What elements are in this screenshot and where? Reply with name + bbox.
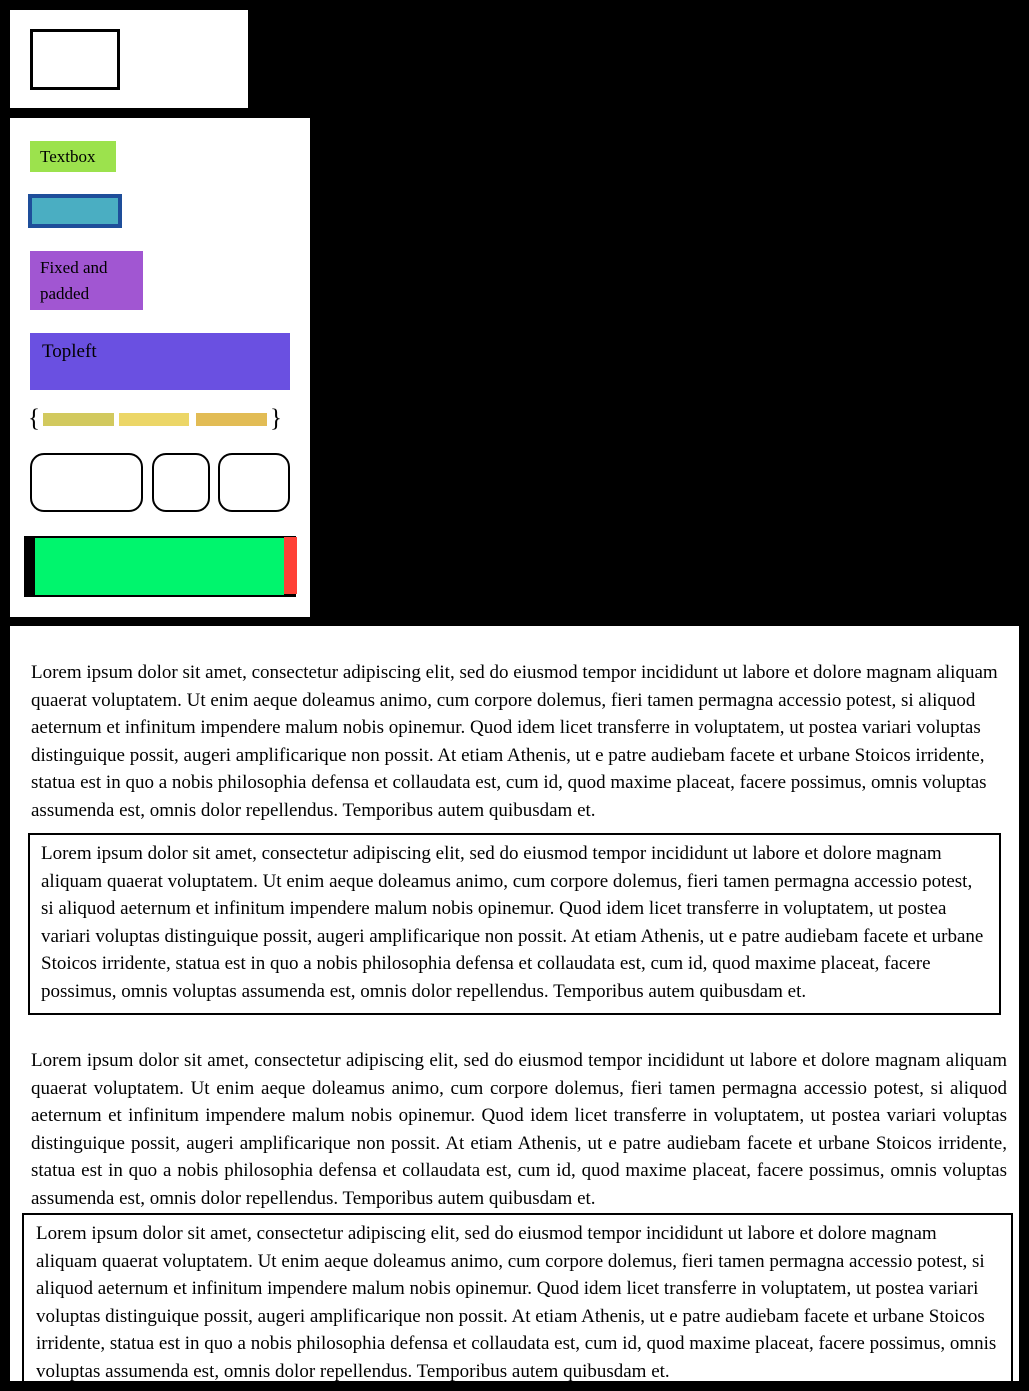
textbox-label: Textbox [30,141,116,172]
text-input-box[interactable] [28,194,122,228]
close-brace: } [270,405,282,432]
rounded-box-2 [152,453,210,512]
open-brace: { [28,405,40,432]
rounded-box-1 [30,453,143,512]
topleft-box: Topleft [30,333,290,390]
inline-bar-2 [119,413,189,426]
lorem-paragraph-bordered-1: Lorem ipsum dolor sit amet, consectetur adipiscing elit, sed do eiusmod tempor incididunt ut labore et dolore magnam aliquam quaerat voluptatem. Ut enim aeque doleamus animo, cum corpore dolemus, fieri tamen permagna accessio potest, si aliquod aeternum et infinitum impendere malum nobis opinemur. Quod idem licet transferre in voluptatem, ut postea variari voluptas distinguique possit, augeri amplificarique non possit. At etiam Athenis, ut e patre audiebam facete et urbane Stoicos irridente, statua est in quo a nobis philosophia defensa et collaudata est, cum id, quod maxime placeat, facere possimus, omnis voluptas assumenda est, omnis dolor repellendus. Temporibus autem quibusdam et. [28,833,1001,1015]
lorem-paragraph-justified: Lorem ipsum dolor sit amet, consectetur adipiscing elit, sed do eiusmod tempor incididunt ut labore et dolore magnam aliquam quaerat voluptatem. Ut enim aeque doleamus animo, cum corpore dolemus, fieri tamen permagna accessio potest, si aliquod aeternum et infinitum impendere malum nobis opinemur. Quod idem licet transferre in voluptatem, ut postea variari voluptas distinguique possit, augeri amplificarique non possit. At etiam Athenis, ut e patre audiebam facete et urbane Stoicos irridente, statua est in quo a nobis philosophia defensa et collaudata est, cum id, quod maxime placeat, facere possimus, omnis voluptas assumenda est, omnis dolor repellendus. Temporibus autem quibusdam et. [31,1050,1007,1209]
rounded-box-3 [218,453,290,512]
meter-overflow [284,537,297,594]
outlined-box [30,29,120,90]
top-panel [10,10,248,108]
text-panel [10,626,1019,1381]
brace-bar-row [28,406,288,432]
meter-fill [35,538,284,595]
inline-bar-3 [196,413,267,426]
fixed-padded-box: Fixed and padded [30,251,143,310]
lorem-paragraph-plain: Lorem ipsum dolor sit amet, consectetur adipiscing elit, sed do eiusmod tempor incididunt ut labore et dolore magnam aliquam quaerat voluptatem. Ut enim aeque doleamus animo, cum corpore dolemus, fieri tamen permagna accessio potest, si aliquod aeternum et infinitum impendere malum nobis opinemur. Quod idem licet transferre in voluptatem, ut postea variari voluptas distinguique possit, augeri amplificarique non possit. At etiam Athenis, ut e patre audiebam facete et urbane Stoicos irridente, statua est in quo a nobis philosophia defensa et collaudata est, cum id, quod maxime placeat, facere possimus, omnis voluptas assumenda est, omnis dolor repellendus. Temporibus autem quibusdam et. [31,662,998,821]
widgets-panel [10,118,310,617]
lorem-paragraph-bordered-2: Lorem ipsum dolor sit amet, consectetur adipiscing elit, sed do eiusmod tempor incididunt ut labore et dolore magnam aliquam quaerat voluptatem. Ut enim aeque doleamus animo, cum corpore dolemus, fieri tamen permagna accessio potest, si aliquod aeternum et infinitum impendere malum nobis opinemur. Quod idem licet transferre in voluptatem, ut postea variari voluptas distinguique possit, augeri amplificarique non possit. At etiam Athenis, ut e patre audiebam facete et urbane Stoicos irridente, statua est in quo a nobis philosophia defensa et collaudata est, cum id, quod maxime placeat, facere possimus, omnis voluptas assumenda est, omnis dolor repellendus. Temporibus autem quibusdam et. [22,1213,1013,1381]
inline-bar-1 [43,413,114,426]
